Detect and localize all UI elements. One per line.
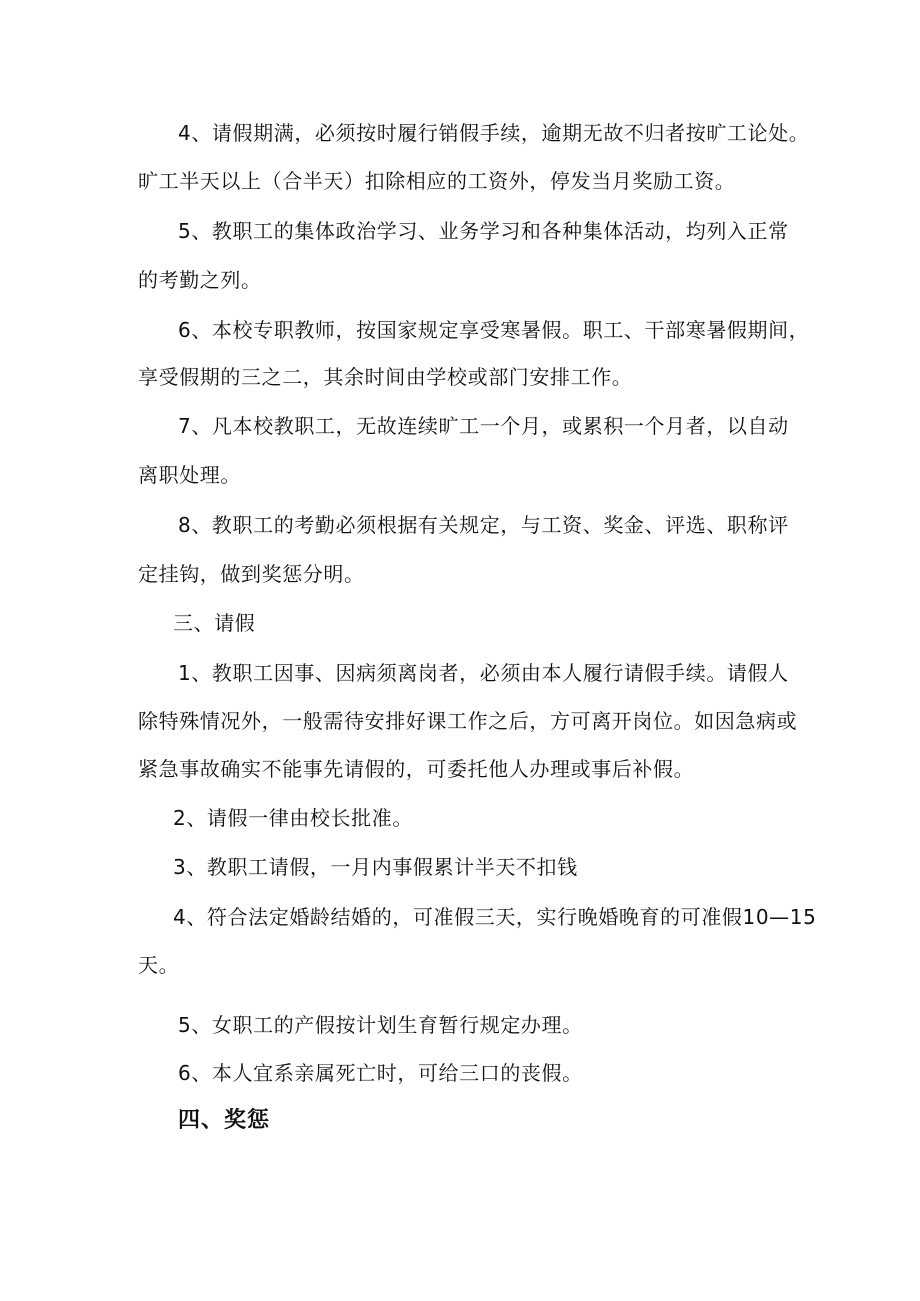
leave-item-1-line-1: 1、教职工因事、因病须离岗者，必须由本人履行请假手续。请假人 [178,661,789,685]
leave-item-5: 5、女职工的产假按计划生育暂行规定办理。 [178,1013,583,1037]
paragraph-5-line-2: 的考勤之列。 [138,268,262,292]
leave-item-1-line-2: 除特殊情况外，一般需待安排好课工作之后，方可离开岗位。如因急病或 [138,709,798,733]
paragraph-8-line-2: 定挂钩，做到奖惩分明。 [138,562,365,586]
paragraph-6-line-2: 享受假期的三之二，其余时间由学校或部门安排工作。 [138,365,633,389]
paragraph-8-line-1: 8、教职工的考勤必须根据有关规定，与工资、奖金、评选、职称评 [178,513,789,537]
paragraph-7-line-2: 离职处理。 [138,463,241,487]
leave-item-4-line-1: 4、符合法定婚龄结婚的，可准假三天，实行晚婚晚育的可准假10—15 [173,905,817,929]
leave-item-1-line-3: 紧急事故确实不能事先请假的，可委托他人办理或事后补假。 [138,757,695,781]
paragraph-7-line-1: 7、凡本校教职工，无故连续旷工一个月，或累积一个月者，以自动 [178,414,789,438]
paragraph-4-line-2: 旷工半天以上（合半天）扣除相应的工资外，停发当月奖励工资。 [138,169,736,193]
section-3-heading: 三、请假 [173,611,256,635]
section-4-heading: 四、奖惩 [178,1108,271,1133]
leave-item-2: 2、请假一律由校长批准。 [173,806,413,830]
paragraph-5-line-1: 5、教职工的集体政治学习、业务学习和各种集体活动，均列入正常 [178,219,789,243]
leave-item-6: 6、本人宜系亲属死亡时，可给三口的丧假。 [178,1061,583,1085]
paragraph-6-line-1: 6、本校专职教师，按国家规定享受寒暑假。职工、干部寒暑假期间， [178,318,810,342]
leave-item-4-line-2: 天。 [138,953,180,977]
leave-item-3: 3、教职工请假，一月内事假累计半天不扣钱 [173,855,578,879]
paragraph-4-line-1: 4、请假期满，必须按时履行销假手续，逾期无故不归者按旷工论处。 [178,121,810,145]
